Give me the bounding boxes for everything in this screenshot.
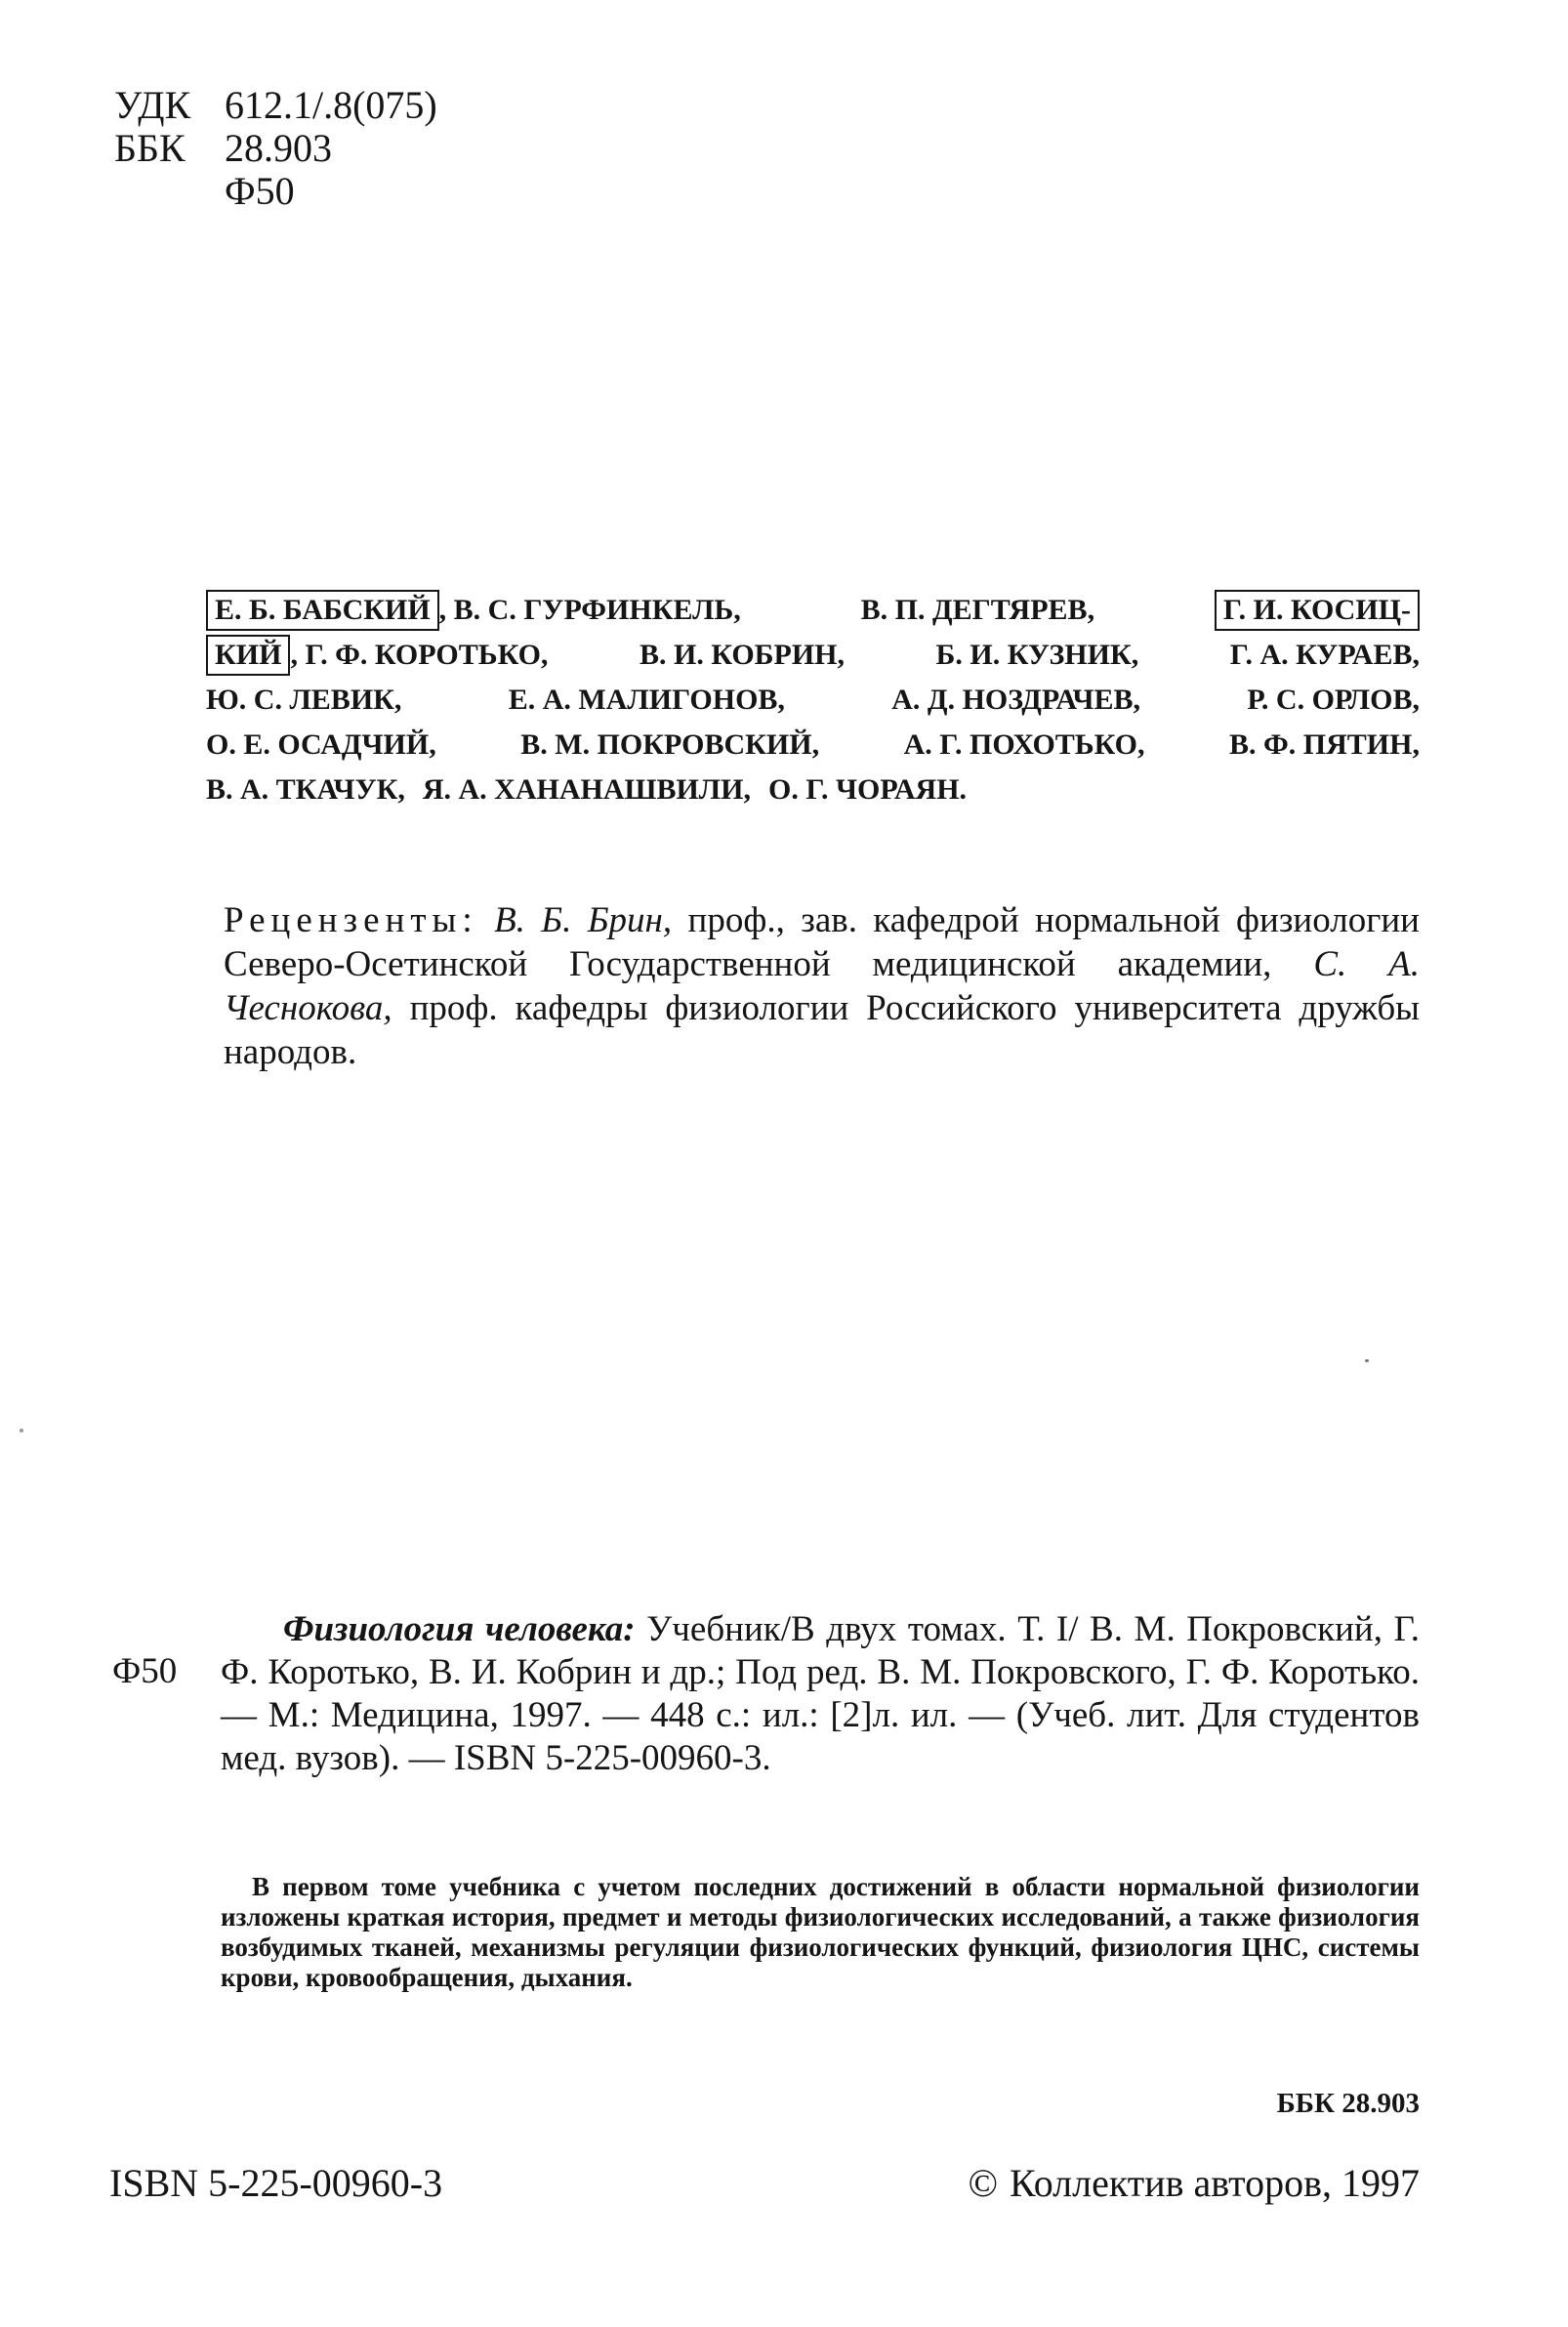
author-degtyarev: В. П. ДЕГТЯРЕВ, xyxy=(860,594,1095,626)
author-korotko: , Г. Ф. КОРОТЬКО, xyxy=(290,639,549,671)
author-levik: Ю. С. ЛЕВИК, xyxy=(206,684,402,716)
reviewer-text-chesnokova: проф. кафедры физиологии Российского университета дружбы народов. xyxy=(224,988,1421,1072)
author-kobrin: В. И. КОБРИН, xyxy=(639,639,845,671)
author-orlov: Р. С. ОРЛОВ, xyxy=(1247,684,1420,716)
reviewers-paragraph xyxy=(224,898,1420,1074)
copyright-text: Коллектив авторов, 1997 xyxy=(1010,2161,1420,2205)
authors-line-4 xyxy=(206,723,1420,768)
copyright-line xyxy=(969,2160,1420,2206)
author-group xyxy=(206,633,548,678)
author-boxed-babsky: Е. Б. БАБСКИЙ xyxy=(206,590,439,631)
bbk-value: 28.903 xyxy=(225,126,332,170)
reviewer-text-brin: проф., зав. кафедрой нормальной физиологии Северо-Осетинской Государственной медицинской академии, xyxy=(224,900,1420,984)
author-boxed-kositsky-end: КИЙ xyxy=(206,635,290,676)
author-group xyxy=(206,588,741,633)
author-khananashvili: Я. А. ХАНАНАШВИЛИ, xyxy=(422,773,751,806)
reviewers-label: Рецензенты: xyxy=(224,900,478,940)
author-pokhotko: А. Г. ПОХОТЬКО, xyxy=(903,728,1145,761)
authors-line-5 xyxy=(206,768,1420,812)
annotation-paragraph: В первом томе учебника с учетом последних достижений в области нормальной физиологии изложены краткая история, предмет и методы физиологических исследований, а также физиология возбудимых тканей, механизмы регуляции физиологических функций, физиология ЦНС, системы крови, кровообращения, дыхания. xyxy=(221,1872,1420,1992)
bbk-bottom: ББК 28.903 xyxy=(1276,2088,1420,2119)
scan-speck xyxy=(1365,1359,1369,1362)
classification-block xyxy=(114,84,437,213)
author-gurfinkel: , В. С. ГУРФИНКЕЛЬ, xyxy=(438,594,741,626)
scan-speck xyxy=(20,1429,23,1433)
author-mark-row xyxy=(114,170,437,213)
catalog-index: Ф50 xyxy=(112,1651,178,1691)
author-chorayan: О. Г. ЧОРАЯН. xyxy=(767,773,968,806)
author-pyatin: В. Ф. ПЯТИН, xyxy=(1229,728,1420,761)
author-maligonov: Е. А. МАЛИГОНОВ, xyxy=(508,684,785,716)
catalog-entry xyxy=(221,1608,1420,1780)
author-mark: Ф50 xyxy=(225,169,295,213)
author-pokrovsky: В. М. ПОКРОВСКИЙ, xyxy=(520,728,820,761)
authors-line-1 xyxy=(206,588,1420,633)
catalog-title: Физиология человека: xyxy=(283,1609,636,1649)
udk-value: 612.1/.8(075) xyxy=(225,83,437,127)
isbn-bottom: ISBN 5-225-00960-3 xyxy=(109,2161,443,2205)
authors-list xyxy=(206,588,1420,812)
authors-line-3 xyxy=(206,678,1420,723)
author-nozdrachev: А. Д. НОЗДРАЧЕВ, xyxy=(891,684,1141,716)
copyright-icon: © xyxy=(968,2161,998,2205)
authors-line-2 xyxy=(206,633,1420,678)
bbk-row xyxy=(114,127,437,170)
reviewer-name-brin: В. Б. Брин, xyxy=(494,900,673,940)
reviewer-name-chesnokova: С. А. Чеснокова, xyxy=(224,944,1421,1028)
author-kuraev: Г. А. КУРАЕВ, xyxy=(1229,639,1420,671)
author-kuznik: Б. И. КУЗНИК, xyxy=(935,639,1139,671)
udk-row xyxy=(114,84,437,127)
author-boxed-kositsky: Г. И. КОСИЦ- xyxy=(1215,590,1420,631)
bbk-label: ББК xyxy=(114,126,186,170)
udk-label: УДК xyxy=(114,83,191,127)
author-tkachuk: В. А. ТКАЧУК, xyxy=(206,773,405,806)
author-osadchy: О. Е. ОСАДЧИЙ, xyxy=(206,728,436,761)
catalog-text: Учебник/В двух томах. Т. I/ В. М. Покровский, Г. Ф. Коротько, В. И. Кобрин и др.; Под ред. В. М. Покровского, Г. Ф. Коротько. — М.: Медицина, 1997. — 448 с.: ил.: [2]л. ил. — (Учеб. лит. Для студентов мед. вузов). — ISBN 5-225-00960-3. xyxy=(221,1609,1420,1778)
